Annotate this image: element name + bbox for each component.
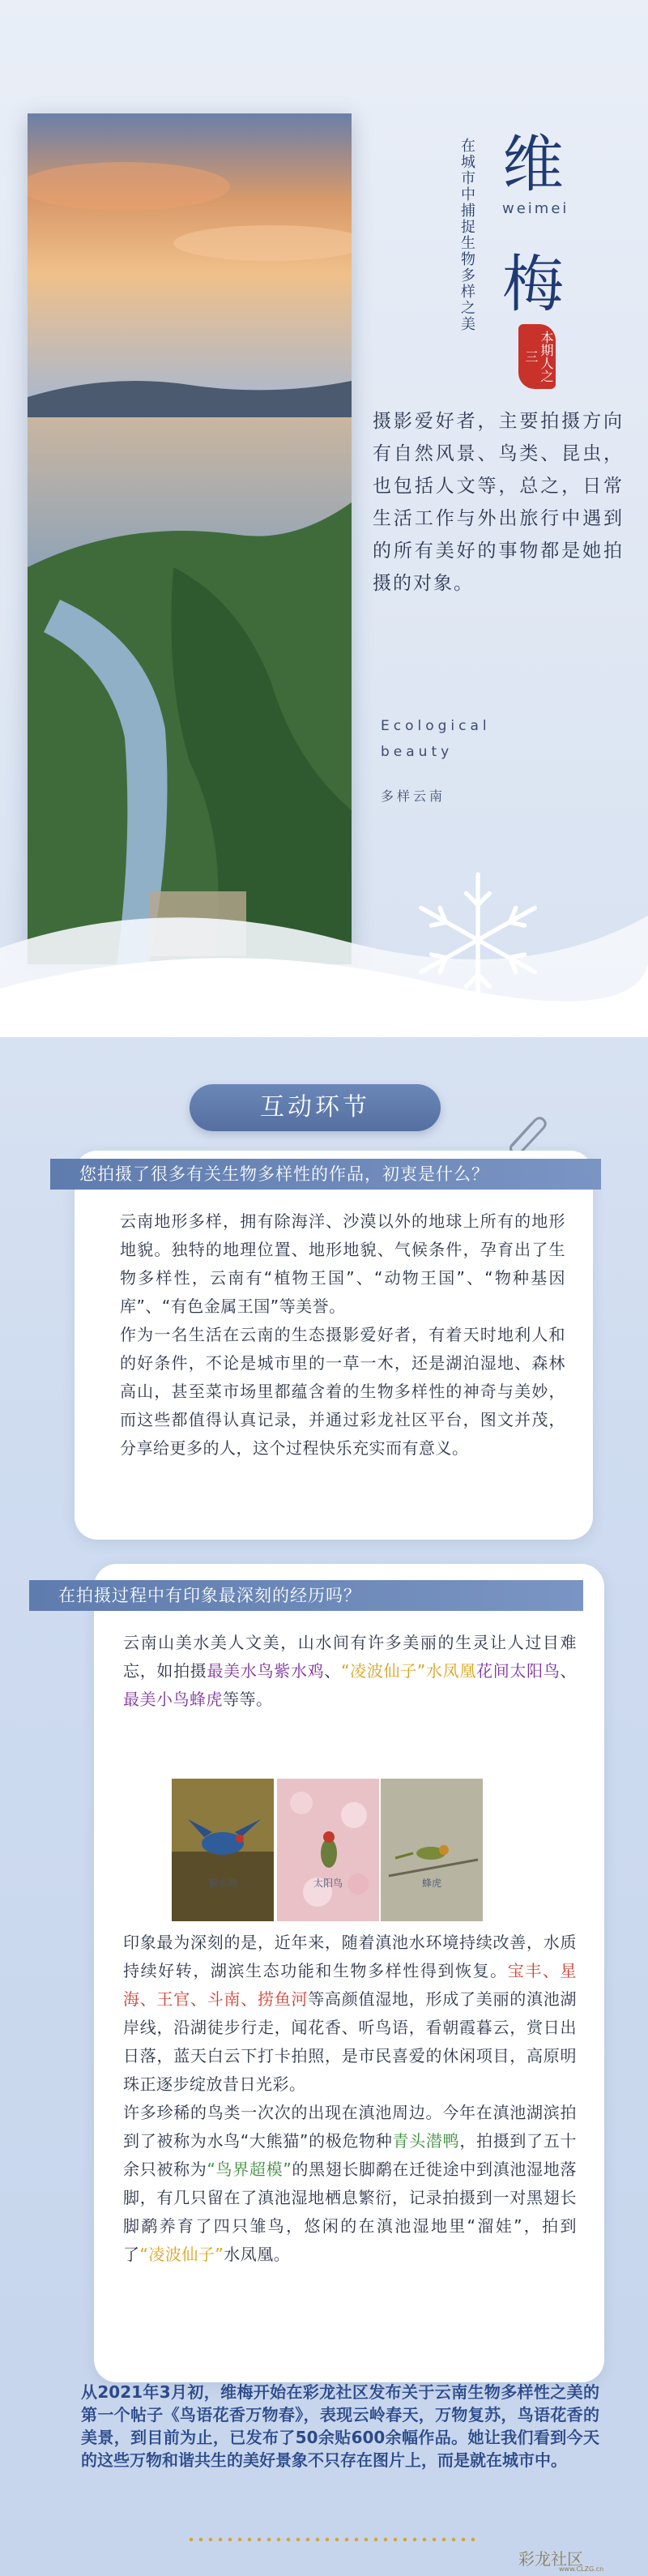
watermark-logo: 彩龙社区 <box>518 2549 583 2569</box>
eco-cn-label: 多样云南 <box>381 788 446 804</box>
highlight-baers-pochard: 青头潜鸭 <box>392 2131 460 2151</box>
highlight-bee-eater: 最美小鸟蜂虎 <box>123 1690 223 1709</box>
question-1: 您拍摄了很多有关生物多样性的作品，初衷是什么？ <box>50 1159 601 1190</box>
photo-caption-3: 蜂虎 <box>421 1878 441 1889</box>
snowflake-icon <box>405 867 551 1013</box>
photo-caption-1: 紫水鸡 <box>207 1878 237 1889</box>
name-pinyin: weimei <box>502 200 569 217</box>
answer-1 <box>120 1207 565 1463</box>
vertical-subtitle: 在城市中捕捉生物多样之美 <box>458 138 475 332</box>
highlight-purple-swamphen: 最美水鸟紫水鸡 <box>207 1661 325 1681</box>
p3-text-d: 水凤凰。 <box>224 2245 291 2264</box>
hero-landscape-photo <box>28 113 352 964</box>
highlight-wetlands: 宝丰、星海、王官、斗南、捞鱼河 <box>123 1961 578 2009</box>
wave-decoration <box>0 843 648 1037</box>
photo-caption-2: 太阳鸟 <box>313 1878 343 1889</box>
photo-bee-eater <box>381 1779 483 1921</box>
photo-purple-swamphen <box>172 1779 274 1921</box>
dotted-divider <box>186 2536 478 2543</box>
answer-2-intro <box>123 1629 577 1714</box>
p2-text-b: 等高颜值湿地，形成了美丽的滇池湖岸线，沿湖徒步行走，闻花香、听鸟语，看朝霞暮云，赏日出日落，蓝天白云下打卡拍照，是市民喜爱的休闲项目，高原明珠正逐步绽放昔日光彩。 <box>123 1989 577 2094</box>
eco-line-1: Ecological <box>381 718 491 734</box>
photographer-intro: 摄影爱好者，主要拍摄方向有自然风景、鸟类、昆虫，也包括人文等，总之，日常生活工作与外出旅行中遇到的所有美好的事物都是她拍摄的对象。 <box>373 411 624 594</box>
closing-paragraph: 从2021年3月初，维梅开始在彩龙社区发布关于云南生物多样性之美的第一个帖子《鸟语花香万物春》，表现云岭春天，万物复苏，鸟语花香的美景，到目前为止，已发布了50余贴600余幅作品。她让我们看到今天的这些万物和谐共生的美好景象不只存在图片上，而是就在城市中。 <box>81 2382 599 2470</box>
eco-line-2: beauty <box>381 744 454 760</box>
answer-2-body <box>123 1929 577 2269</box>
question-2: 在拍摄过程中有印象最深刻的经历吗？ <box>29 1580 583 1611</box>
interaction-section-title: 互动环节 <box>190 1084 441 1131</box>
p3-text-a: 许多珍稀的鸟类一次次的出现在滇池周边。今年在滇池湖滨拍到了被称为水鸟“大熊猫”的极危物种 <box>123 2103 577 2151</box>
answer-1-paragraph-1: 云南地形多样，拥有除海洋、沙漠以外的地球上所有的地形地貌。独特的地理位置、地形地貌、气候条件，孕育出了生物多样性，云南有“植物王国”、“动物王国”、“物种基因库”、“有色金属王国”等美誉。 <box>120 1211 565 1316</box>
intro-end: 等等。 <box>223 1690 273 1709</box>
issue-seal: 本期人之三 <box>518 324 556 389</box>
highlight-lingbo-xianzi: “凌波仙子” <box>139 2245 224 2264</box>
intro-text: 云南山美水美人文美，山水间有许多美丽的生灵让人过目难忘，如拍摄 <box>123 1633 577 1681</box>
paperclip-icon <box>501 1109 549 1157</box>
highlight-sunbird: 花间太阳鸟 <box>476 1661 561 1681</box>
highlight-supermodel: “鸟界超模” <box>207 2159 292 2179</box>
answer-2-paragraph-3 <box>123 2099 577 2269</box>
p3-text-c: 的黑翅长脚鹬在迁徙途中到滇池湿地落脚，有几只留在了滇池湿地栖息繁衍，记录拍摄到一对黑翅长脚鹬养育了四只雏鸟，悠闲的在滇池湿地里“溜娃”，拍到了 <box>123 2159 578 2264</box>
name-char-1: 维 <box>502 128 564 200</box>
highlight-jacana: “凌波仙子”水凤凰 <box>341 1661 477 1681</box>
p2-text-a: 印象最为深刻的是，近年来，随着滇池水环境持续改善，水质持续好转，湖滨生态功能和生物多样性得到恢复。 <box>123 1933 577 1980</box>
separator: 、 <box>324 1661 342 1681</box>
separator: 、 <box>560 1661 578 1681</box>
p3-text-b: ，拍摄到了五十余只被称为 <box>123 2131 577 2179</box>
photo-sunbird <box>277 1779 379 1921</box>
name-char-2: 梅 <box>502 248 564 320</box>
answer-1-paragraph-2: 作为一名生活在云南的生态摄影爱好者，有着天时地利人和的好条件，不论是城市里的一草一木，还是湖泊湿地、森林高山，甚至菜市场里都蕴含着的生物多样性的神奇与美妙，而这些都值得认真记录，并通过彩龙社区平台，图文并茂，分享给更多的人，这个过程快乐充实而有意义。 <box>120 1325 565 1458</box>
watermark-url: www.CLZG.cn <box>559 2565 604 2573</box>
answer-2-paragraph-2 <box>123 1929 577 2099</box>
ecological-beauty-label <box>381 713 491 765</box>
